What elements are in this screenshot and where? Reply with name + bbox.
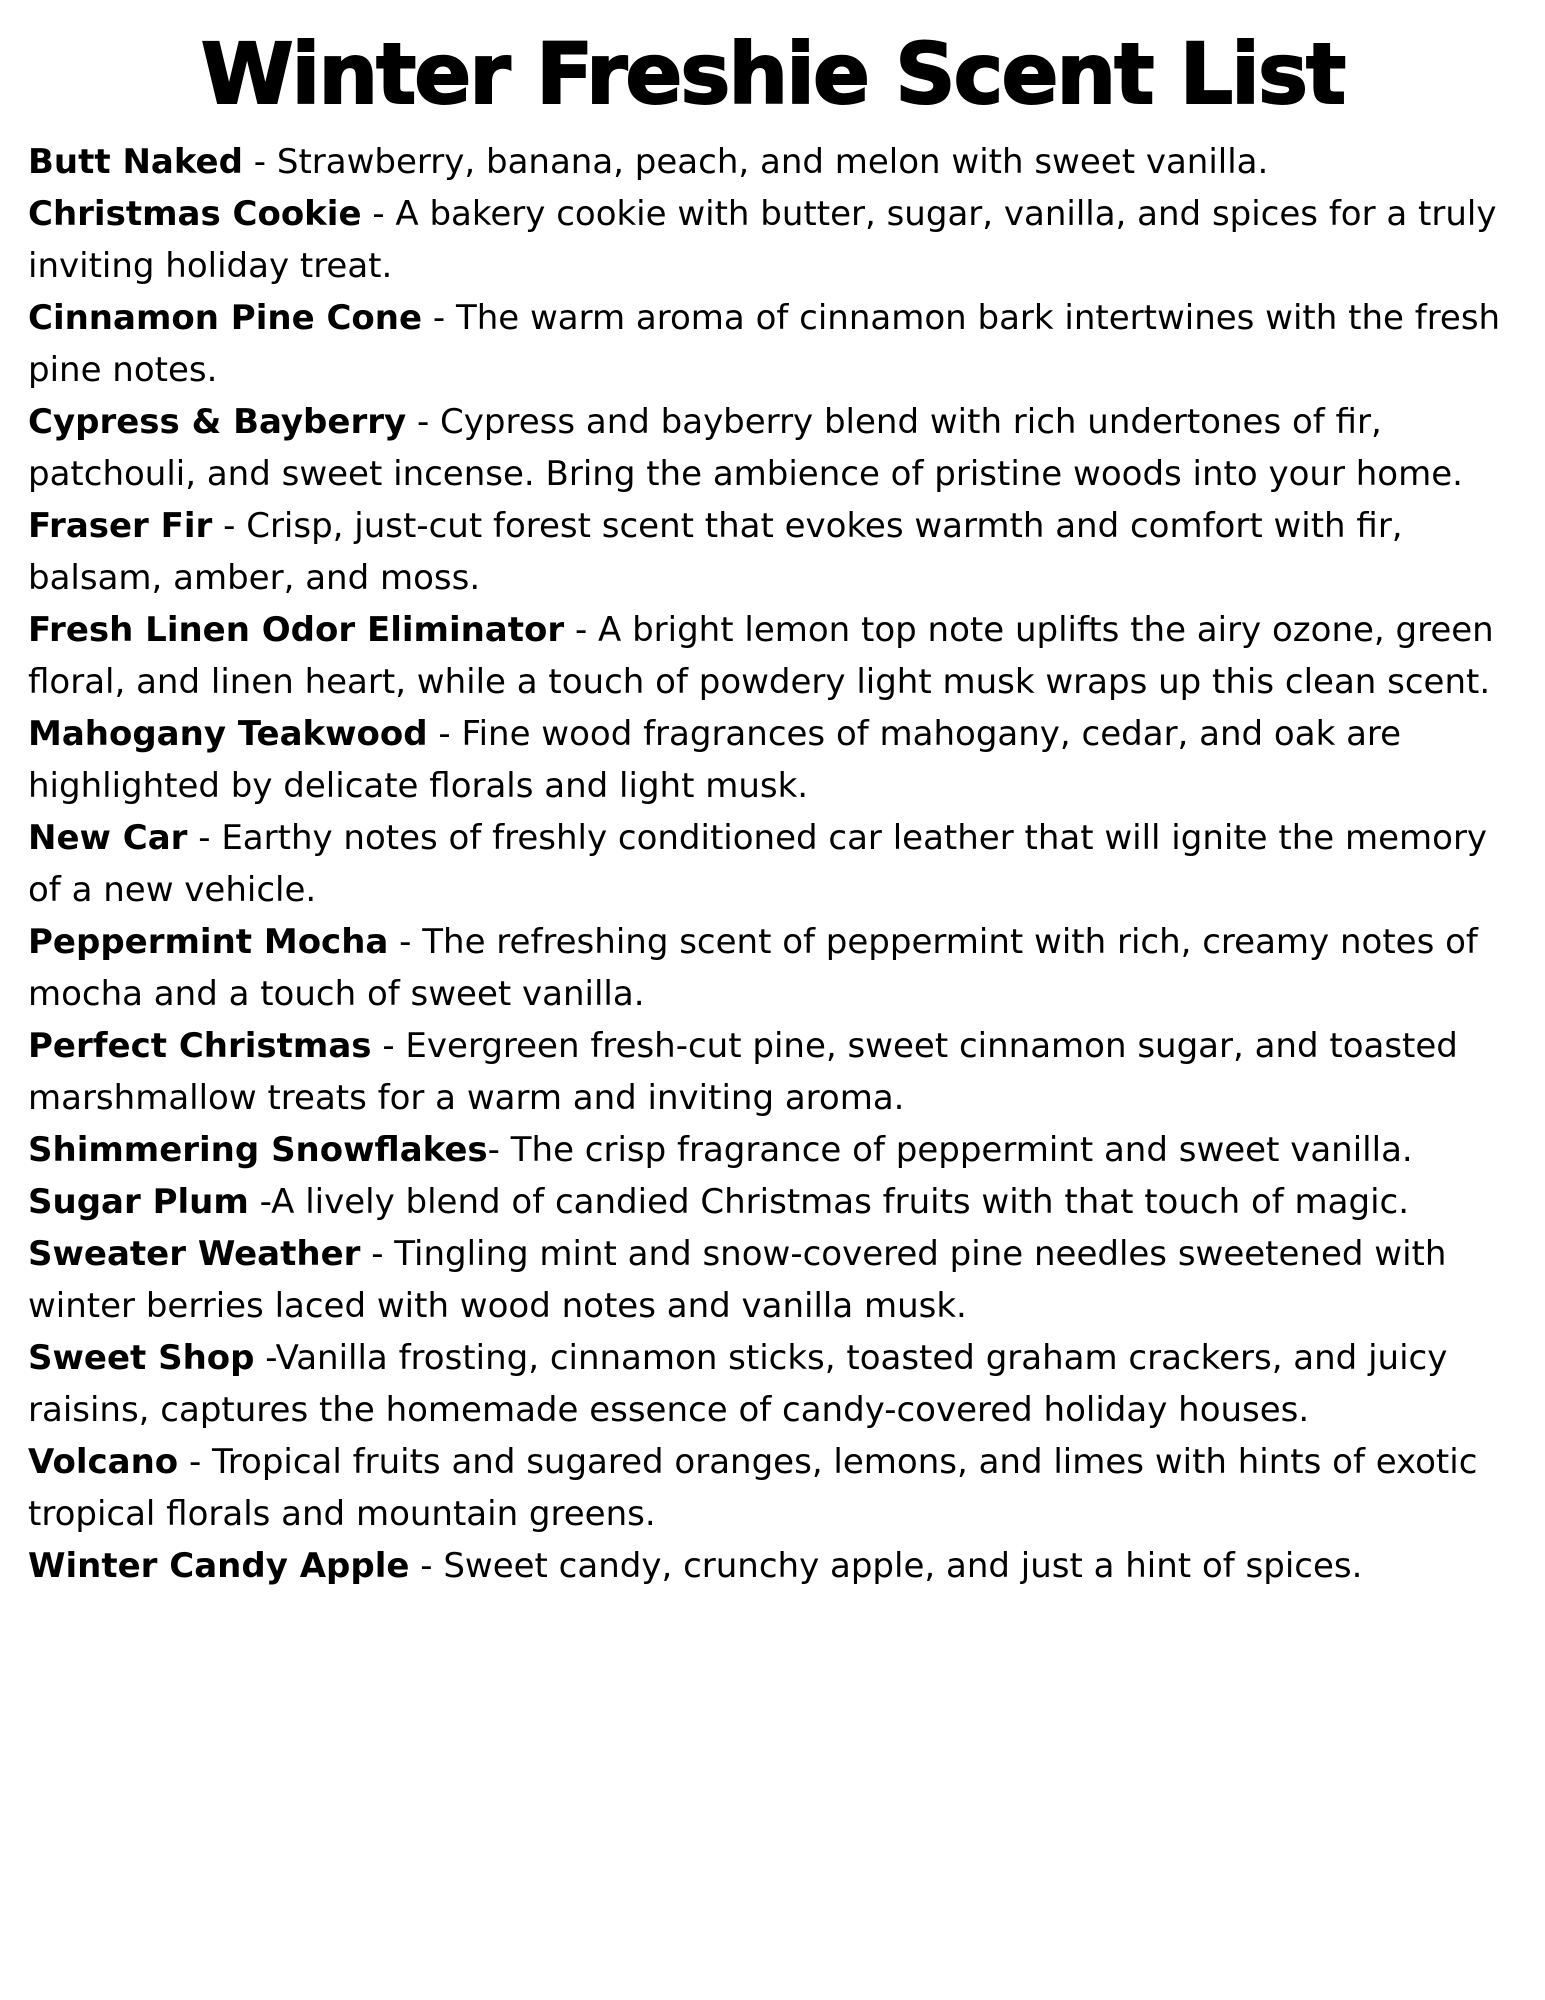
scent-name: Fresh Linen Odor Eliminator: [28, 610, 565, 650]
scent-entry: [28, 292, 1517, 396]
scent-separator: -: [360, 1234, 395, 1274]
scent-entry: [28, 1332, 1517, 1436]
scent-description: Fine wood fragrances of mahogany, cedar, and oak are highlighted by delicate florals and light musk.: [28, 714, 1412, 806]
scent-name: Cinnamon Pine Cone: [28, 298, 423, 338]
scent-entry: [28, 1124, 1517, 1176]
scent-description: The crisp fragrance of peppermint and sweet vanilla.: [510, 1130, 1413, 1170]
scent-name: New Car: [28, 818, 188, 858]
scent-entry: [28, 604, 1517, 708]
scent-name: Winter Candy Apple: [28, 1546, 410, 1586]
scent-separator: -: [427, 714, 462, 754]
scent-description: Cypress and bayberry blend with rich undertones of fir, patchouli, and sweet incense. Bring the ambience of pristine woods into your home.: [28, 402, 1463, 494]
scent-description: Earthy notes of freshly conditioned car leather that will ignite the memory of a new vehicle.: [28, 818, 1498, 910]
scent-description: Tingling mint and snow-covered pine needles sweetened with winter berries laced with wood notes and vanilla musk.: [28, 1234, 1458, 1326]
scent-entry: [28, 812, 1517, 916]
scent-description: The warm aroma of cinnamon bark intertwines with the fresh pine notes.: [28, 298, 1511, 390]
scent-description: Vanilla frosting, cinnamon sticks, toasted graham crackers, and juicy raisins, captures the homemade essence of candy-covered holiday houses.: [28, 1338, 1459, 1430]
scent-separator: -: [487, 1130, 511, 1170]
scent-separator: -: [564, 610, 599, 650]
scent-description: A lively blend of candied Christmas fruits with that touch of magic.: [271, 1182, 1410, 1222]
scent-description: Tropical fruits and sugared oranges, lemons, and limes with hints of exotic tropical florals and mountain greens.: [28, 1442, 1489, 1534]
scent-separator: -: [388, 922, 423, 962]
scent-name: Mahogany Teakwood: [28, 714, 428, 754]
scent-name: Sugar Plum: [28, 1182, 249, 1222]
scent-entry: [28, 916, 1517, 1020]
scent-entry: [28, 1020, 1517, 1124]
scent-separator: -: [422, 298, 456, 338]
scent-name: Christmas Cookie: [28, 194, 362, 234]
scent-description: Crisp, just-cut forest scent that evokes warmth and comfort with fir, balsam, amber, and moss.: [28, 506, 1414, 598]
scent-separator: -: [371, 1026, 406, 1066]
scent-name: Peppermint Mocha: [28, 922, 389, 962]
scent-description: Sweet candy, crunchy apple, and just a hint of spices.: [443, 1546, 1363, 1586]
scent-name: Volcano: [28, 1442, 179, 1482]
scent-name: Sweater Weather: [28, 1234, 361, 1274]
scent-separator: -: [187, 818, 222, 858]
scent-description: The refreshing scent of peppermint with rich, creamy notes of mocha and a touch of sweet vanilla.: [28, 922, 1489, 1014]
scent-name: Fraser Fir: [28, 506, 213, 546]
scent-entry: [28, 1540, 1517, 1592]
scent-entry: [28, 500, 1517, 604]
scent-entry: [28, 1176, 1517, 1228]
scent-separator: -: [406, 402, 441, 442]
scent-separator: -: [178, 1442, 213, 1482]
scent-name: Shimmering Snowflakes: [28, 1130, 488, 1170]
scent-description: A bright lemon top note uplifts the airy ozone, green floral, and linen heart, while a touch of powdery light musk wraps up this clean scent.: [28, 610, 1505, 702]
scent-entry: [28, 188, 1517, 292]
scent-description: Strawberry, banana, peach, and melon with sweet vanilla.: [276, 142, 1269, 182]
scent-separator: -: [254, 1338, 276, 1378]
scent-separator: -: [212, 506, 247, 546]
scent-entry: [28, 136, 1517, 188]
page-title: Winter Freshie Scent List: [200, 25, 1345, 123]
scent-name: Sweet Shop: [28, 1338, 255, 1378]
scent-description: Evergreen fresh-cut pine, sweet cinnamon sugar, and toasted marshmallow treats for a warm and inviting aroma.: [28, 1026, 1469, 1118]
scent-name: Cypress & Bayberry: [28, 402, 407, 442]
scent-entry: [28, 1436, 1517, 1540]
scent-separator: -: [409, 1546, 444, 1586]
scent-separator: -: [248, 1182, 272, 1222]
scent-description: A bakery cookie with butter, sugar, vanilla, and spices for a truly inviting holiday treat.: [28, 194, 1508, 286]
scent-name: Butt Naked: [28, 142, 243, 182]
scent-entry: [28, 1228, 1517, 1332]
scent-separator: -: [361, 194, 396, 234]
scent-name: Perfect Christmas: [28, 1026, 372, 1066]
scent-entry: [28, 396, 1517, 500]
scent-entry: [28, 708, 1517, 812]
scent-separator: -: [242, 142, 277, 182]
